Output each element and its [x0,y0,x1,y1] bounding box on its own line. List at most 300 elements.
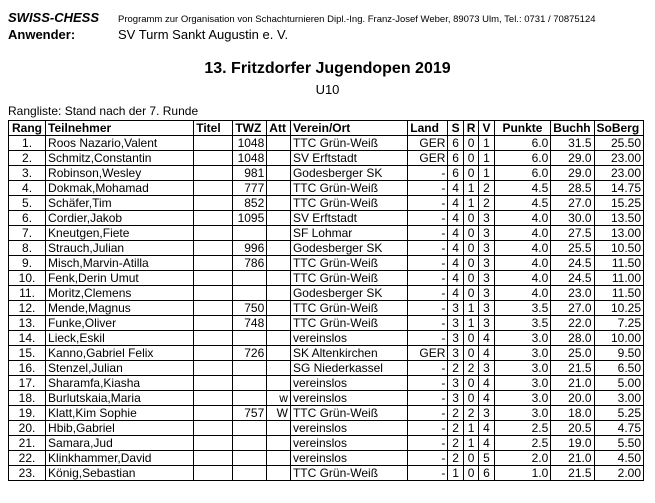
table-body [9,136,644,481]
cell-sonneborn-berger: 10.25 [594,301,644,316]
cell-rank: 3. [9,166,46,181]
cell-sonneborn-berger: 15.25 [594,196,644,211]
cell-rating [233,466,267,481]
cell-country: - [408,436,448,451]
table-row [9,301,644,316]
cell-sonneborn-berger: 11.50 [594,256,644,271]
cell-att [267,196,291,211]
cell-rating: 1048 [233,151,267,166]
cell-losses: 4 [479,331,494,346]
table-row [9,466,644,481]
cell-buchholz: 24.5 [551,271,594,286]
cell-club: SF Lohmar [290,226,407,241]
cell-att [267,301,291,316]
cell-buchholz: 31.5 [551,136,594,151]
cell-club: Godesberger SK [290,286,407,301]
cell-sonneborn-berger: 11.50 [594,286,644,301]
cell-country: - [408,241,448,256]
cell-title [194,286,233,301]
column-header-losses: V [479,121,494,136]
cell-draws: 0 [463,391,478,406]
cell-losses: 4 [479,391,494,406]
table-row [9,211,644,226]
cell-buchholz: 21.0 [551,451,594,466]
cell-draws: 1 [463,316,478,331]
cell-player: Roos Nazario,Valent [46,136,194,151]
cell-rating: 786 [233,256,267,271]
cell-att [267,466,291,481]
cell-country: - [408,181,448,196]
cell-att [267,361,291,376]
cell-rank: 14. [9,331,46,346]
cell-buchholz: 28.5 [551,181,594,196]
cell-title [194,406,233,421]
cell-rating [233,436,267,451]
cell-club: TTC Grün-Weiß [290,406,407,421]
cell-points: 3.0 [494,346,551,361]
cell-buchholz: 22.0 [551,316,594,331]
cell-wins: 2 [448,421,463,436]
cell-sonneborn-berger: 13.50 [594,211,644,226]
cell-club: SV Erftstadt [290,151,407,166]
age-group: U10 [315,82,340,97]
column-header-points: Punkte [494,121,551,136]
cell-wins: 4 [448,271,463,286]
cell-rank: 21. [9,436,46,451]
cell-player: Robinson,Wesley [46,166,194,181]
cell-country: - [408,376,448,391]
cell-losses: 3 [479,406,494,421]
cell-country: - [408,316,448,331]
cell-losses: 3 [479,271,494,286]
cell-losses: 6 [479,466,494,481]
cell-club: Godesberger SK [290,241,407,256]
table-row [9,151,644,166]
cell-draws: 2 [463,361,478,376]
cell-rank: 20. [9,421,46,436]
cell-title [194,166,233,181]
cell-title [194,436,233,451]
cell-rank: 8. [9,241,46,256]
cell-buchholz: 20.0 [551,391,594,406]
cell-losses: 4 [479,346,494,361]
table-row [9,316,644,331]
cell-att [267,166,291,181]
cell-rating: 1095 [233,211,267,226]
cell-sonneborn-berger: 7.25 [594,316,644,331]
column-header-att: Att [267,121,291,136]
cell-att [267,286,291,301]
table-row [9,196,644,211]
cell-country: - [408,211,448,226]
user-label: Anwender: [8,27,76,42]
cell-att [267,151,291,166]
cell-draws: 1 [463,196,478,211]
cell-draws: 0 [463,331,478,346]
cell-points: 3.0 [494,361,551,376]
cell-player: Dokmak,Mohamad [46,181,194,196]
cell-points: 6.0 [494,151,551,166]
cell-rank: 7. [9,226,46,241]
cell-buchholz: 29.0 [551,151,594,166]
cell-club: TTC Grün-Weiß [290,466,407,481]
cell-sonneborn-berger: 5.25 [594,406,644,421]
cell-wins: 4 [448,211,463,226]
cell-title [194,181,233,196]
cell-rating [233,271,267,286]
cell-wins: 6 [448,166,463,181]
cell-country: - [408,196,448,211]
cell-player: Misch,Marvin-Atilla [46,256,194,271]
cell-wins: 3 [448,346,463,361]
cell-club: vereinslos [290,421,407,436]
cell-rank: 1. [9,136,46,151]
cell-country: - [408,271,448,286]
program-info: Programm zur Organisation von Schachturnieren Dipl.-Ing. Franz-Josef Weber, 89073 Ulm, Tel.: 0731 / 70875124 [118,14,596,25]
column-header-wins: S [448,121,463,136]
cell-rank: 11. [9,286,46,301]
cell-losses: 4 [479,376,494,391]
cell-points: 2.0 [494,451,551,466]
cell-draws: 0 [463,346,478,361]
cell-sonneborn-berger: 23.00 [594,166,644,181]
standings-table [8,120,644,481]
table-header [9,121,644,136]
cell-att [267,226,291,241]
cell-player: Klinkhammer,David [46,451,194,466]
table-row [9,361,644,376]
cell-wins: 4 [448,181,463,196]
cell-draws: 0 [463,451,478,466]
cell-losses: 1 [479,166,494,181]
cell-points: 4.5 [494,181,551,196]
column-header-rating: TWZ [233,121,267,136]
cell-club: TTC Grün-Weiß [290,196,407,211]
column-header-country: Land [408,121,448,136]
cell-draws: 0 [463,376,478,391]
cell-wins: 4 [448,286,463,301]
cell-title [194,421,233,436]
cell-rating: 852 [233,196,267,211]
cell-rank: 22. [9,451,46,466]
table-row [9,256,644,271]
cell-sonneborn-berger: 14.75 [594,181,644,196]
cell-buchholz: 18.0 [551,406,594,421]
cell-rating: 996 [233,241,267,256]
column-header-title: Titel [194,121,233,136]
cell-country: - [408,361,448,376]
cell-wins: 6 [448,136,463,151]
brand-name: SWISS-CHESS [8,10,100,25]
cell-sonneborn-berger: 11.00 [594,271,644,286]
cell-points: 3.5 [494,316,551,331]
cell-buchholz: 27.0 [551,196,594,211]
cell-title [194,466,233,481]
cell-sonneborn-berger: 25.50 [594,136,644,151]
cell-country: - [408,256,448,271]
cell-rating [233,226,267,241]
cell-country: - [408,286,448,301]
cell-att [267,316,291,331]
cell-rating: 981 [233,166,267,181]
table-row [9,241,644,256]
cell-player: Schäfer,Tim [46,196,194,211]
cell-rating [233,376,267,391]
cell-title [194,346,233,361]
cell-title [194,151,233,166]
table-row [9,436,644,451]
cell-rating [233,451,267,466]
cell-rating: 726 [233,346,267,361]
cell-player: Strauch,Julian [46,241,194,256]
cell-losses: 3 [479,301,494,316]
cell-rating: 750 [233,301,267,316]
cell-losses: 1 [479,136,494,151]
cell-rating [233,391,267,406]
cell-club: TTC Grün-Weiß [290,316,407,331]
cell-player: Sharamfa,Kiasha [46,376,194,391]
cell-losses: 2 [479,196,494,211]
cell-rank: 2. [9,151,46,166]
cell-player: König,Sebastian [46,466,194,481]
cell-player: Funke,Oliver [46,316,194,331]
cell-losses: 3 [479,361,494,376]
cell-rank: 12. [9,301,46,316]
cell-losses: 4 [479,421,494,436]
cell-losses: 4 [479,436,494,451]
cell-att [267,271,291,286]
cell-wins: 3 [448,391,463,406]
table-row [9,376,644,391]
cell-draws: 0 [463,211,478,226]
cell-points: 3.0 [494,331,551,346]
cell-rank: 18. [9,391,46,406]
cell-att: w [267,391,291,406]
cell-club: TTC Grün-Weiß [290,256,407,271]
cell-sonneborn-berger: 10.00 [594,331,644,346]
table-row [9,271,644,286]
cell-player: Cordier,Jakob [46,211,194,226]
cell-buchholz: 29.0 [551,166,594,181]
cell-sonneborn-berger: 9.50 [594,346,644,361]
cell-club: SG Niederkassel [290,361,407,376]
cell-draws: 0 [463,136,478,151]
cell-country: - [408,406,448,421]
cell-buchholz: 25.0 [551,346,594,361]
cell-rating [233,286,267,301]
table-row [9,166,644,181]
cell-rating [233,421,267,436]
cell-player: Samara,Jud [46,436,194,451]
cell-sonneborn-berger: 6.50 [594,361,644,376]
cell-title [194,226,233,241]
cell-title [194,271,233,286]
cell-points: 4.0 [494,226,551,241]
cell-wins: 6 [448,151,463,166]
cell-sonneborn-berger: 4.75 [594,421,644,436]
cell-player: Kanno,Gabriel Felix [46,346,194,361]
table-row [9,406,644,421]
cell-draws: 0 [463,241,478,256]
cell-buchholz: 24.5 [551,256,594,271]
cell-rank: 9. [9,256,46,271]
cell-att [267,421,291,436]
cell-rank: 5. [9,196,46,211]
cell-points: 3.5 [494,301,551,316]
cell-player: Klatt,Kim Sophie [46,406,194,421]
cell-draws: 1 [463,436,478,451]
cell-rating: 757 [233,406,267,421]
cell-draws: 2 [463,406,478,421]
cell-draws: 1 [463,181,478,196]
cell-draws: 0 [463,466,478,481]
cell-draws: 0 [463,256,478,271]
table-row [9,331,644,346]
cell-points: 3.0 [494,391,551,406]
cell-title [194,136,233,151]
cell-losses: 3 [479,256,494,271]
cell-buchholz: 27.5 [551,226,594,241]
cell-country: - [408,466,448,481]
cell-player: Mende,Magnus [46,301,194,316]
cell-player: Kneutgen,Fiete [46,226,194,241]
column-header-club: Verein/Ort [290,121,407,136]
table-row [9,451,644,466]
cell-wins: 3 [448,331,463,346]
cell-sonneborn-berger: 10.50 [594,241,644,256]
cell-wins: 4 [448,241,463,256]
cell-club: TTC Grün-Weiß [290,301,407,316]
column-header-sonneborn-berger: SoBerg [594,121,644,136]
cell-buchholz: 25.5 [551,241,594,256]
cell-club: TTC Grün-Weiß [290,181,407,196]
cell-att [267,136,291,151]
cell-wins: 2 [448,436,463,451]
cell-title [194,376,233,391]
cell-title [194,331,233,346]
cell-country: - [408,391,448,406]
cell-player: Schmitz,Constantin [46,151,194,166]
cell-att [267,451,291,466]
cell-rank: 23. [9,466,46,481]
cell-buchholz: 21.0 [551,376,594,391]
cell-title [194,316,233,331]
cell-title [194,256,233,271]
cell-sonneborn-berger: 3.00 [594,391,644,406]
table-row [9,346,644,361]
cell-points: 4.0 [494,286,551,301]
cell-country: - [408,331,448,346]
cell-title [194,451,233,466]
cell-club: TTC Grün-Weiß [290,136,407,151]
cell-losses: 1 [479,151,494,166]
cell-wins: 4 [448,226,463,241]
cell-sonneborn-berger: 4.50 [594,451,644,466]
cell-sonneborn-berger: 23.00 [594,151,644,166]
cell-club: SV Erftstadt [290,211,407,226]
cell-points: 4.5 [494,196,551,211]
report-header [8,10,648,44]
table-row [9,286,644,301]
cell-country: - [408,166,448,181]
cell-draws: 0 [463,271,478,286]
cell-rating: 777 [233,181,267,196]
header-row [9,121,644,136]
cell-title [194,211,233,226]
cell-points: 4.0 [494,256,551,271]
cell-buchholz: 19.0 [551,436,594,451]
cell-title [194,361,233,376]
cell-buchholz: 23.0 [551,286,594,301]
cell-wins: 3 [448,376,463,391]
cell-losses: 5 [479,451,494,466]
cell-sonneborn-berger: 5.00 [594,376,644,391]
cell-losses: 3 [479,241,494,256]
cell-draws: 1 [463,421,478,436]
cell-club: SK Altenkirchen [290,346,407,361]
cell-rating [233,361,267,376]
cell-country: - [408,451,448,466]
column-header-rank: Rang [9,121,46,136]
cell-points: 3.0 [494,376,551,391]
column-header-buchholz: Buchh [551,121,594,136]
cell-title [194,196,233,211]
cell-draws: 0 [463,286,478,301]
table-row [9,136,644,151]
cell-wins: 4 [448,196,463,211]
cell-wins: 2 [448,406,463,421]
cell-points: 6.0 [494,136,551,151]
cell-att: W [267,406,291,421]
cell-wins: 3 [448,301,463,316]
cell-wins: 2 [448,361,463,376]
cell-country: - [408,226,448,241]
cell-wins: 2 [448,451,463,466]
cell-buchholz: 30.0 [551,211,594,226]
cell-country: - [408,301,448,316]
cell-att [267,181,291,196]
cell-points: 1.0 [494,466,551,481]
column-header-player: Teilnehmer [46,121,194,136]
cell-rank: 17. [9,376,46,391]
cell-draws: 0 [463,166,478,181]
table-row [9,391,644,406]
cell-sonneborn-berger: 5.50 [594,436,644,451]
cell-rank: 10. [9,271,46,286]
cell-player: Burlutskaia,Maria [46,391,194,406]
cell-rank: 13. [9,316,46,331]
tournament-title: 13. Fritzdorfer Jugendopen 2019 [204,60,451,77]
cell-player: Stenzel,Julian [46,361,194,376]
cell-sonneborn-berger: 13.00 [594,226,644,241]
cell-att [267,256,291,271]
cell-country: - [408,421,448,436]
cell-buchholz: 27.0 [551,301,594,316]
cell-att [267,376,291,391]
table-row [9,181,644,196]
cell-buchholz: 21.5 [551,466,594,481]
cell-player: Lieck,Eskil [46,331,194,346]
table-row [9,226,644,241]
cell-draws: 1 [463,301,478,316]
column-header-draws: R [463,121,478,136]
cell-title [194,241,233,256]
cell-att [267,211,291,226]
cell-title [194,301,233,316]
cell-club: vereinslos [290,331,407,346]
cell-losses: 3 [479,211,494,226]
cell-country: GER [408,151,448,166]
